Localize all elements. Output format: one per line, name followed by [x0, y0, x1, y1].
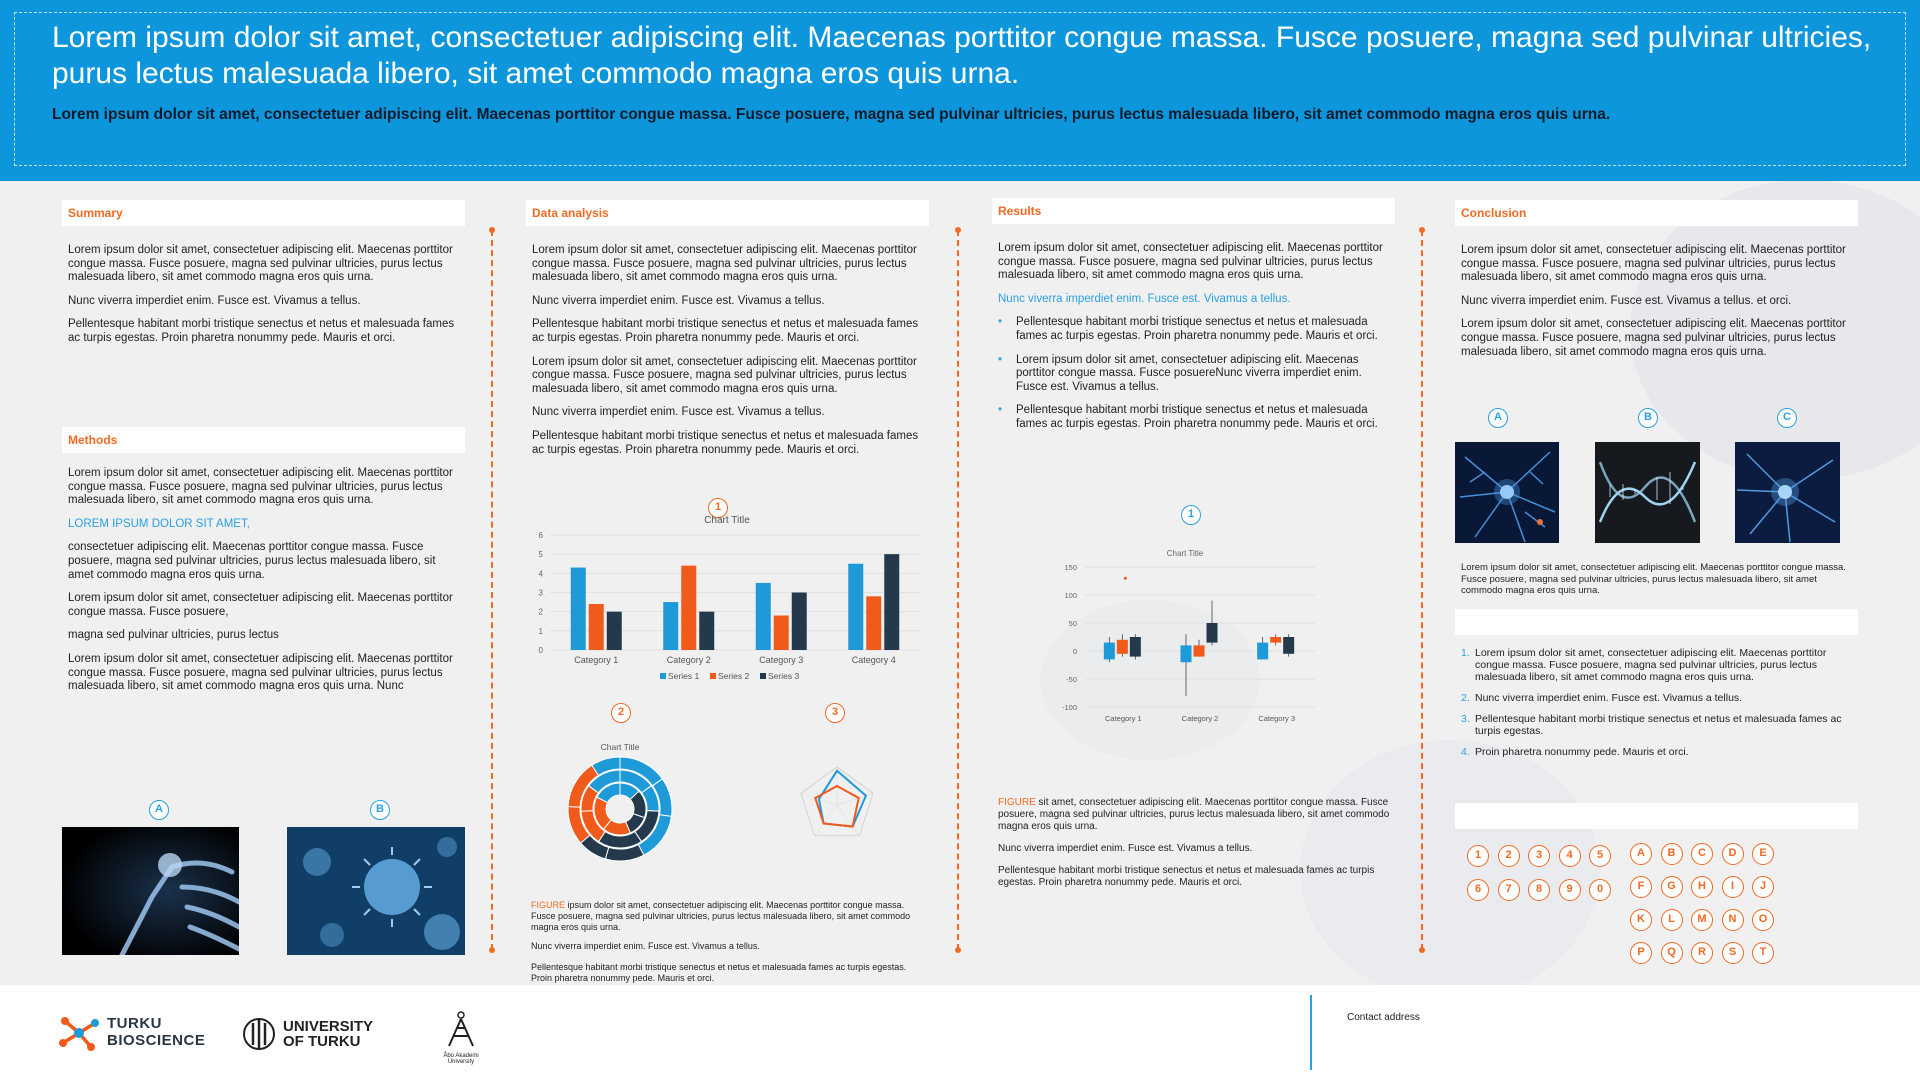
conclusion-paragraph: Lorem ipsum dolor sit amet, consectetuer adipiscing elit. Maecenas porttitor congue massa. Fusce posuere, magna sed pulvinar ultricies, purus lectus malesuada libero, sit amet commodo magna eros quis urna. — [1461, 318, 1846, 358]
circled-character-icon: 2 — [1498, 845, 1520, 867]
contact-address: Contact address — [1347, 1012, 1420, 1023]
circled-character-icon: M — [1691, 909, 1713, 931]
university-of-turku-logo — [242, 1015, 276, 1058]
analysis-paragraph: Nunc viverra imperdiet enim. Fusce est. Vivamus a tellus. — [532, 406, 825, 419]
abo-akademi-emblem-icon — [443, 1010, 479, 1048]
box — [1270, 637, 1281, 643]
list-item — [1461, 692, 1856, 704]
box — [1283, 637, 1294, 654]
logo-text: OF TURKU — [283, 1033, 361, 1050]
list-number: 4. — [1461, 746, 1470, 758]
dna-helix-image — [1595, 442, 1700, 543]
list-number: 1. — [1461, 647, 1470, 659]
figure-label: FIGURE — [998, 797, 1036, 808]
list-item — [1461, 746, 1856, 758]
bar — [571, 568, 586, 650]
circled-character-icon: C — [1691, 843, 1713, 865]
column-conclusion — [1455, 200, 1858, 369]
figure-badge-2: 2 — [611, 703, 631, 723]
conclusion-paragraph: Lorem ipsum dolor sit amet, consectetuer adipiscing elit. Maecenas porttitor congue massa. Fusce posuere, magna sed pulvinar ultricies, purus lectus malesuada libero, sit amet commodo magna eros quis urna. — [1461, 244, 1846, 284]
badge-c: C — [1777, 408, 1797, 428]
methods-paragraph: Lorem ipsum dolor sit amet, consectetuer adipiscing elit. Maecenas porttitor congue massa. Fusce posuere, magna sed pulvinar ultricies, purus lectus malesuada libero, sit amet commodo magna eros quis urna. — [68, 467, 453, 507]
y-tick-label: 4 — [538, 569, 543, 579]
bar — [848, 564, 863, 650]
circled-character-icon: 7 — [1498, 879, 1520, 901]
circled-character-icon: L — [1661, 909, 1683, 931]
y-tick-label: 50 — [1068, 619, 1077, 628]
footer-divider — [1310, 995, 1312, 1070]
methods-paragraph: Lorem ipsum dolor sit amet, consectetuer adipiscing elit. Maecenas porttitor congue massa. Fusce posuere, magna sed pulvinar ultricies, purus lectus malesuada libero, sit amet commodo magna eros quis urna. Nunc — [68, 652, 453, 693]
conclusion-heading: Conclusion — [1455, 200, 1858, 226]
list-item — [1461, 647, 1856, 683]
legend-swatch — [760, 673, 766, 679]
circled-character-icon: 4 — [1559, 845, 1581, 867]
y-tick-label: 6 — [538, 531, 543, 540]
figure-caption-text: sit amet, consectetuer adipiscing elit. Maecenas porttitor congue massa. Fusce posuere, magna sed pulvinar ultricies, purus lectus malesuada libero, sit amet commodo magna eros quis urna. — [998, 797, 1390, 832]
circled-character-icon: S — [1722, 942, 1744, 964]
badge-b: B — [1638, 408, 1658, 428]
legend-label: Series 1 — [668, 671, 700, 681]
poster-subtitle: Lorem ipsum dolor sit amet, consectetuer adipiscing elit. Maecenas porttitor congue massa. Fusce posuere, magna sed pulvinar ultricies, purus lectus malesuada libero, sit amet commodo magna eros quis urna. — [52, 106, 1611, 123]
logo-text: TURKU — [107, 1015, 162, 1032]
column-divider — [957, 230, 959, 950]
y-tick-label: 0 — [1072, 647, 1077, 656]
radar-chart — [785, 755, 890, 855]
column-divider — [1421, 230, 1423, 950]
box — [1130, 637, 1141, 657]
methods-paragraph: consectetuer adipiscing elit. Maecenas porttitor congue massa. Fusce posuere, magna sed pulvinar ultricies, purus lectus malesuada libero, sit amet commodo magna eros quis urna. — [68, 541, 436, 581]
analysis-paragraph: Pellentesque habitant morbi tristique senectus et netus et malesuada fames ac turpis egestas. Proin pharetra nonummy pede. Mauris et orci. — [532, 429, 919, 456]
circled-character-icon: Q — [1661, 942, 1683, 964]
analysis-paragraph: Pellentesque habitant morbi tristique senectus et netus et malesuada fames ac turpis egestas. Proin pharetra nonummy pede. Mauris et orci. — [532, 318, 919, 344]
blank-heading-bar — [1455, 609, 1858, 635]
box-plot-chart — [1055, 540, 1325, 730]
circled-character-icon: 1 — [1467, 845, 1489, 867]
summary-paragraph: Pellentesque habitant morbi tristique senectus et netus et malesuada fames ac turpis egestas. Proin pharetra nonummy pede. Mauris et orci. — [68, 318, 455, 344]
bar — [589, 604, 604, 650]
box — [1104, 643, 1115, 660]
methods-paragraph: Lorem ipsum dolor sit amet, consectetuer adipiscing elit. Maecenas porttitor congue massa. Fusce posuere, — [68, 592, 453, 618]
list-text: Proin pharetra nonummy pede. Mauris et orci. — [1475, 746, 1689, 758]
circled-character-icon: I — [1722, 876, 1744, 898]
circled-character-icon: K — [1630, 909, 1652, 931]
chart-title: Chart Title — [1166, 549, 1204, 558]
column-summary-methods — [62, 200, 465, 693]
analysis-paragraph: Nunc viverra imperdiet enim. Fusce est. Vivamus a tellus. — [532, 294, 825, 307]
bar — [607, 612, 622, 650]
poster-footer — [0, 985, 1920, 1080]
y-tick-label: 0 — [538, 646, 543, 655]
poster-header — [0, 0, 1920, 181]
university-of-turku-wordmark — [283, 1019, 373, 1049]
circled-character-icon: D — [1722, 843, 1744, 865]
logo-text: UNIVERSITY — [283, 1018, 374, 1035]
y-tick-label: -50 — [1066, 675, 1077, 684]
bar — [884, 554, 899, 650]
figure-label: FIGURE — [531, 900, 566, 910]
y-tick-label: 2 — [538, 607, 543, 617]
results-bullet-list — [998, 316, 1389, 431]
y-tick-label: -100 — [1061, 703, 1077, 712]
bar — [866, 596, 881, 650]
neuron-image — [1735, 442, 1840, 543]
column-divider — [491, 230, 493, 950]
list-text: Lorem ipsum dolor sit amet, consectetuer adipiscing elit. Maecenas porttitor congue massa. Fusce posuere, magna sed pulvinar ultricies, purus lectus malesuada libero, sit amet commodo magna eros quis urna. — [1475, 647, 1827, 683]
summary-paragraph: Lorem ipsum dolor sit amet, consectetuer adipiscing elit. Maecenas porttitor congue massa. Fusce posuere, magna sed pulvinar ultricies, purus lectus malesuada libero, sit amet commodo magna eros quis urna. — [68, 244, 453, 284]
bar — [774, 616, 789, 651]
y-tick-label: 150 — [1064, 563, 1077, 572]
summary-heading: Summary — [62, 200, 465, 226]
y-tick-label: 5 — [538, 550, 543, 560]
analysis-small-paragraph: Nunc viverra imperdiet enim. Fusce est. Vivamus a tellus. — [531, 941, 760, 951]
virus-image — [287, 827, 465, 955]
chart-title: Chart Title — [600, 742, 640, 752]
x-tick-label: Category 3 — [759, 655, 804, 665]
methods-paragraph: magna sed pulvinar ultricies, purus lectus — [68, 629, 279, 642]
badge-a: A — [1488, 408, 1508, 428]
circled-character-icon: R — [1691, 942, 1713, 964]
circled-character-icon: T — [1752, 942, 1774, 964]
box — [1117, 640, 1128, 654]
circled-character-icon: 3 — [1528, 845, 1550, 867]
results-badge-1: 1 — [1181, 505, 1201, 525]
bar — [792, 593, 807, 651]
conclusion-image-caption: Lorem ipsum dolor sit amet, consectetuer adipiscing elit. Maecenas porttitor congue massa. Fusce posuere, magna sed pulvinar ultricies, purus lectus malesuada libero, sit amet commodo magna eros quis urna. — [1461, 562, 1846, 596]
circled-character-icon: P — [1630, 942, 1652, 964]
turku-bioscience-logo — [55, 1013, 103, 1058]
outlier-point — [1124, 577, 1127, 580]
list-text: Nunc viverra imperdiet enim. Fusce est. Vivamus a tellus. — [1475, 692, 1743, 704]
logo-text: BIOSCIENCE — [107, 1032, 206, 1049]
data-analysis-heading: Data analysis — [526, 200, 929, 226]
circled-character-icon: G — [1661, 876, 1683, 898]
x-tick-label: Category 1 — [574, 655, 619, 665]
methods-heading: Methods — [62, 427, 465, 453]
results-heading: Results — [992, 198, 1395, 224]
x-tick-label: Category 2 — [1181, 714, 1219, 723]
figure-badge-3: 3 — [825, 703, 845, 723]
y-tick-label: 3 — [538, 588, 543, 598]
box — [1257, 643, 1268, 660]
bar-chart — [530, 513, 930, 685]
circled-character-icon: 8 — [1528, 879, 1550, 901]
badge-a: A — [149, 800, 169, 820]
neuron-image — [1455, 442, 1559, 543]
turku-bioscience-wordmark — [107, 1015, 205, 1049]
circled-character-icon: 9 — [1559, 879, 1581, 901]
sunburst-chart — [560, 735, 680, 865]
circled-character-icon: N — [1722, 909, 1744, 931]
results-bullet: • Pellentesque habitant morbi tristique senectus et netus et malesuada fames ac turpis egestas. Proin pharetra nonummy pede. Mauris et orci. — [998, 404, 1389, 431]
x-tick-label: Category 1 — [1104, 714, 1142, 723]
conclusion-paragraph: Nunc viverra imperdiet enim. Fusce est. Vivamus a tellus. et orci. — [1461, 294, 1792, 307]
circled-character-icon: 5 — [1589, 845, 1611, 867]
x-tick-label: Category 2 — [666, 655, 711, 665]
chart-title: Chart Title — [704, 515, 750, 526]
list-number: 2. — [1461, 692, 1470, 704]
legend-swatch — [710, 673, 716, 679]
results-paragraph: Lorem ipsum dolor sit amet, consectetuer adipiscing elit. Maecenas porttitor congue massa. Fusce posuere, magna sed pulvinar ultricies, purus lectus malesuada libero, sit amet commodo magna eros quis urna. — [998, 242, 1383, 282]
circled-character-icon: 0 — [1589, 879, 1611, 901]
y-tick-label: 1 — [538, 626, 543, 636]
list-number: 3. — [1461, 713, 1470, 725]
conclusion-numbered-list — [1461, 647, 1856, 767]
circled-character-icon: O — [1752, 909, 1774, 931]
badge-b: B — [370, 800, 390, 820]
university-seal-icon — [242, 1015, 276, 1053]
bar — [699, 612, 714, 650]
figure-badge-1: 1 — [708, 498, 728, 518]
methods-highlight: LOREM IPSUM DOLOR SIT AMET, — [68, 517, 250, 530]
box — [1194, 645, 1205, 656]
x-tick-label: Category 3 — [1258, 714, 1296, 723]
analysis-small-paragraph: Pellentesque habitant morbi tristique senectus et netus et malesuada fames ac turpis egestas. Proin pharetra nonummy pede. Mauris et orci. — [531, 962, 907, 983]
y-tick-label: 100 — [1064, 591, 1077, 600]
abo-akademi-logo — [437, 1010, 485, 1065]
circled-character-icon: H — [1691, 876, 1713, 898]
results-bullet: • Lorem ipsum dolor sit amet, consectetuer adipiscing elit. Maecenas porttitor congue massa. Fusce posuereNunc viverra imperdiet enim. Fusce est. Vivamus a tellus. — [998, 354, 1389, 395]
summary-paragraph: Nunc viverra imperdiet enim. Fusce est. Vivamus a tellus. — [68, 294, 361, 307]
box — [1181, 645, 1192, 662]
radar-axis — [815, 805, 837, 836]
circled-character-icon: A — [1630, 843, 1652, 865]
circled-character-icon: B — [1661, 843, 1683, 865]
x-tick-label: Category 4 — [851, 655, 896, 665]
bar — [756, 583, 771, 650]
logo-text: Åbo Akademi — [443, 1053, 479, 1059]
results-small-paragraph: Nunc viverra imperdiet enim. Fusce est. Vivamus a tellus. — [998, 843, 1253, 854]
analysis-figure-caption — [531, 900, 926, 984]
figure-caption-text: ipsum dolor sit amet, consectetuer adipiscing elit. Maecenas porttitor congue massa. Fusce posuere, magna sed pulvinar ultricies, purus lectus malesuada libero, sit amet commodo magna eros quis urna. — [531, 900, 911, 932]
results-highlight: Nunc viverra imperdiet enim. Fusce est. Vivamus a tellus. — [998, 292, 1291, 305]
xray-skeleton-image — [62, 827, 239, 955]
poster-title: Lorem ipsum dolor sit amet, consectetuer adipiscing elit. Maecenas porttitor congue massa. Fusce posuere, magna sed pulvinar ultricies, purus lectus malesuada libero, sit amet commodo magna eros quis urna. — [52, 21, 1872, 90]
box — [1207, 623, 1218, 643]
logo-text: University — [447, 1059, 475, 1065]
results-figure-caption — [998, 797, 1393, 889]
list-text: Pellentesque habitant morbi tristique senectus et netus et malesuada fames ac turpis egestas. — [1475, 713, 1842, 737]
circled-character-icon: 6 — [1467, 879, 1489, 901]
analysis-paragraph: Lorem ipsum dolor sit amet, consectetuer adipiscing elit. Maecenas porttitor congue massa. Fusce posuere, magna sed pulvinar ultricies, purus lectus malesuada libero, sit amet commodo magna eros quis urna. — [532, 244, 917, 284]
bar — [663, 602, 678, 650]
column-results — [992, 200, 1395, 442]
legend-label: Series 3 — [768, 671, 800, 681]
circled-character-icon: F — [1630, 876, 1652, 898]
circled-character-icon: J — [1752, 876, 1774, 898]
legend-label: Series 2 — [718, 671, 750, 681]
column-data-analysis — [526, 200, 929, 467]
results-small-paragraph: Pellentesque habitant morbi tristique senectus et netus et malesuada fames ac turpis egestas. Proin pharetra nonummy pede. Mauris et orci. — [998, 865, 1375, 888]
analysis-paragraph: Lorem ipsum dolor sit amet, consectetuer adipiscing elit. Maecenas porttitor congue massa. Fusce posuere, magna sed pulvinar ultricies, purus lectus malesuada libero, sit amet commodo magna eros quis urna. — [532, 355, 917, 395]
results-bullet: • Pellentesque habitant morbi tristique senectus et netus et malesuada fames ac turpis egestas. Proin pharetra nonummy pede. Mauris et orci. — [998, 316, 1389, 343]
bar — [681, 566, 696, 650]
blank-heading-bar — [1455, 803, 1858, 829]
list-item — [1461, 713, 1856, 737]
legend-swatch — [660, 673, 666, 679]
circled-character-icon: E — [1752, 843, 1774, 865]
molecule-logo-icon — [55, 1013, 103, 1053]
